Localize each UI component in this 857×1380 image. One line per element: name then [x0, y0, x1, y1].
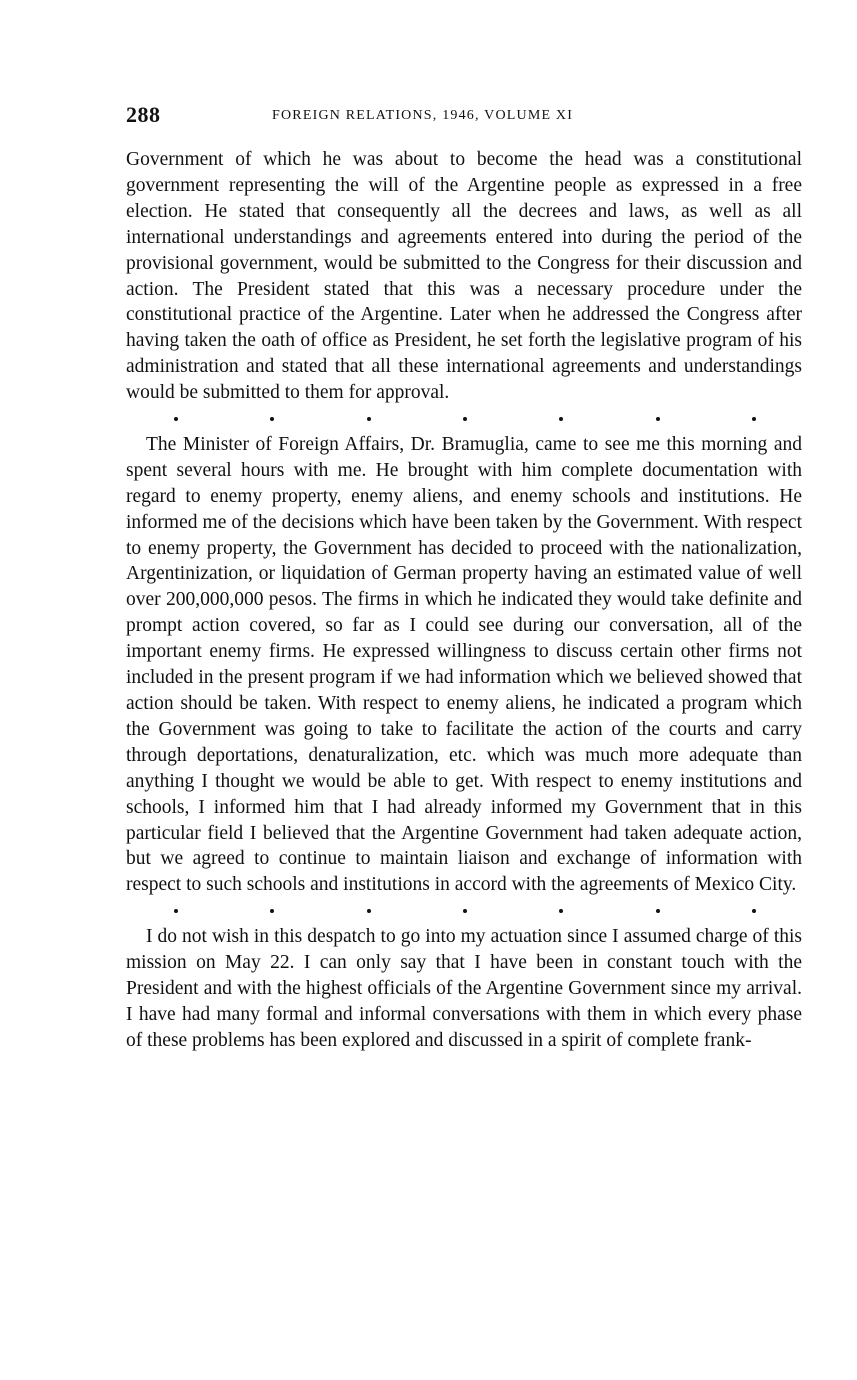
ellipsis-dot	[559, 909, 563, 913]
paragraph-actuation: I do not wish in this despatch to go into my actuation since I assumed charge of this mission on May 22. I can only say that I have been in constant touch with the President and with the highest officials of the Argentine Government since my arrival. I have had many formal and informal conversations with them in which every phase of these problems has been explored and discussed in a spirit of complete frank-	[126, 926, 802, 1051]
omission-ellipsis	[174, 898, 756, 924]
ellipsis-dot	[367, 909, 371, 913]
ellipsis-dot	[752, 909, 756, 913]
ellipsis-dot	[367, 417, 371, 421]
paragraph-minister-meeting: The Minister of Foreign Affairs, Dr. Bramuglia, came to see me this morning and spent several hours with me. He brought with him complete documentation with regard to enemy property, enemy aliens, and enemy schools and institutions. He informed me of the decisions which have been taken by the Government. With respect to enemy property, the Government has decided to proceed with the nationalization, Argentinization, or liquidation of German property having an estimated value of well over 200,000,000 pesos. The firms in which he indicated they would take definite and prompt action covered, so far as I could see during our conversation, all of the important enemy firms. He expressed willingness to discuss certain other firms not included in the present program if we had information which we believed showed that action should be taken. With respect to enemy aliens, he indicated a program which the Government was going to take to facilitate the action of the courts and carry through deportations, denaturalization, etc. which was much more adequate than anything I thought we would be able to get. With respect to enemy institutions and schools, I informed him that I had already informed my Government that in this particular field I believed that the Argentine Government had taken adequate action, but we agreed to continue to maintain liaison and exchange of information with respect to such schools and institutions in accord with the agreements of Mexico City.	[126, 433, 802, 896]
ellipsis-dot	[270, 417, 274, 421]
ellipsis-dot	[463, 909, 467, 913]
ellipsis-dot	[174, 417, 178, 421]
ellipsis-dot	[656, 909, 660, 913]
running-title: FOREIGN RELATIONS, 1946, VOLUME XI	[272, 108, 574, 123]
ellipsis-dot	[559, 417, 563, 421]
running-header	[126, 102, 802, 132]
page-number: 288	[126, 102, 161, 127]
ellipsis-dot	[174, 909, 178, 913]
ellipsis-dot	[270, 909, 274, 913]
omission-ellipsis	[174, 406, 756, 432]
ellipsis-dot	[752, 417, 756, 421]
paragraph-continuation: Government of which he was about to become the head was a constitutional government representing the will of the Argentine people as expressed in a free election. He stated that consequently all the decrees and laws, as well as all international understandings and agreements entered into during the period of the provisional government, would be submitted to the Congress for their discussion and action. The President stated that this was a necessary procedure under the constitutional practice of the Argentine. Later when he addressed the Congress after having taken the oath of office as President, he set forth the legislative program of his administration and stated that all these international agreements and understandings would be submitted to them for approval.	[126, 149, 802, 404]
ellipsis-dot	[463, 417, 467, 421]
body-text	[126, 147, 802, 1054]
ellipsis-dot	[656, 417, 660, 421]
